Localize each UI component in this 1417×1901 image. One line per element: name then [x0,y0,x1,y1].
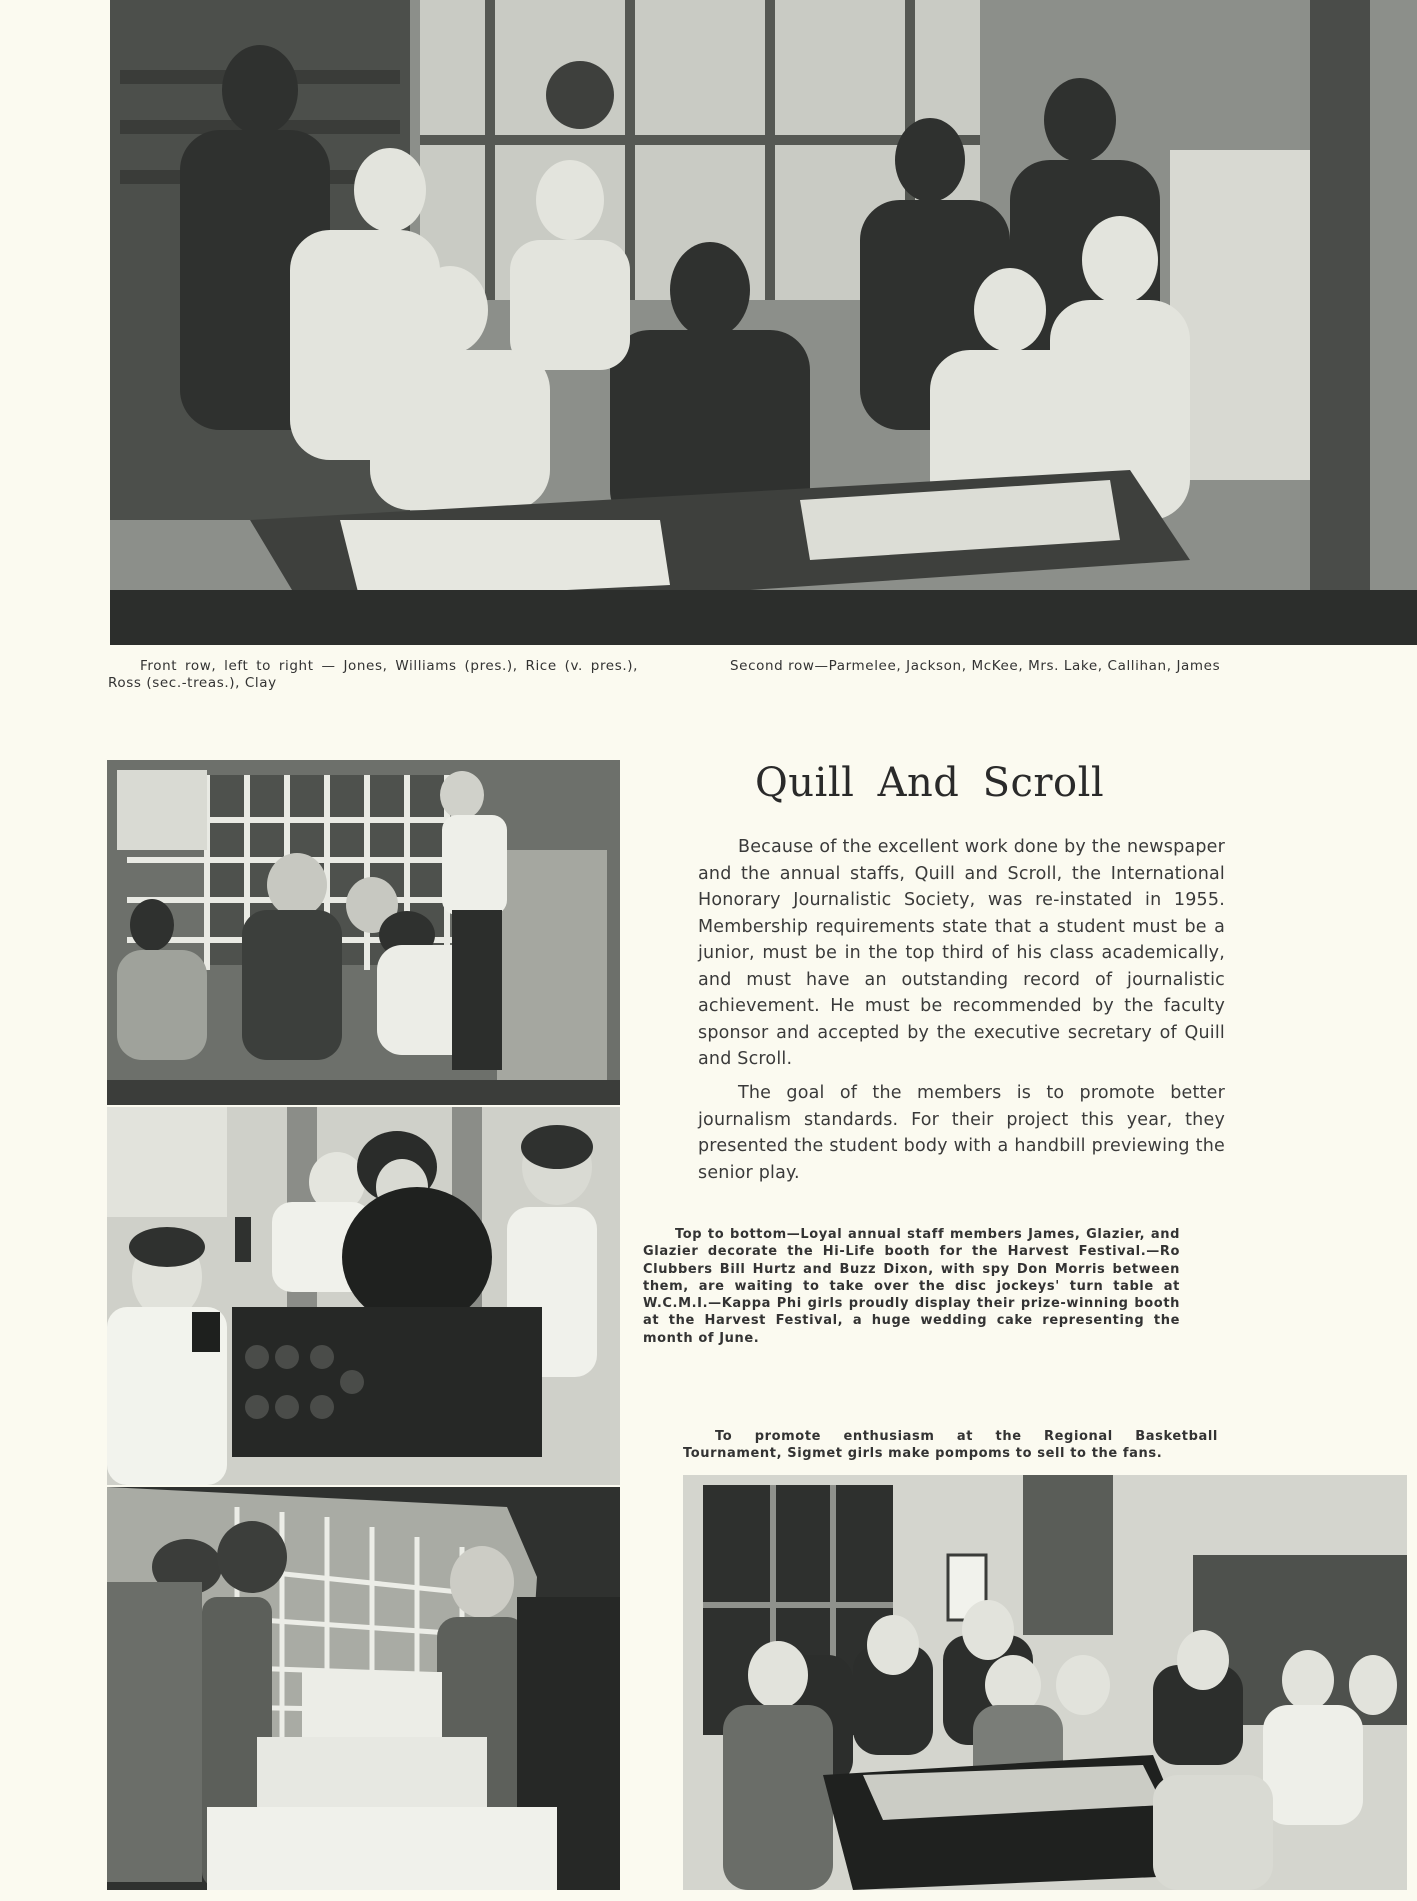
caption-second-row: Second row—Parmelee, Jackson, McKee, Mrs. Lake, Callihan, James [730,658,1221,674]
photo-hi-life-booth [107,760,620,1105]
photo-booth-illustration [107,760,620,1105]
caption-pompoms-photo: To promote enthusiasm at the Regional Basketball Tournament, Sigmet girls make pompoms to sell to the fans. [683,1429,1218,1462]
body-paragraph-1: Because of the excellent work done by the newspaper and the annual staffs, Quill and Scroll, the International Honorary Journalistic Society, was re-instated in 1955. Membership requirements state that a student must be a junior, must be in the top third of his class academically, and must have an outstanding record of journalistic achievement. He must be recommended by the faculty sponsor and accepted by the executive secretary of Quill and Scroll. [698,837,1225,1069]
caption-front-row: Front row, left to right — Jones, Williams (pres.), Rice (v. pres.), Ross (sec.-treas.), Clay [108,658,638,691]
photo-cake-illustration [107,1487,620,1890]
photo-sigmet-girls-pompoms [683,1475,1407,1890]
photo-staff-illustration [110,0,1417,645]
caption-left-column-photos: Top to bottom—Loyal annual staff members James, Glazier, and Glazier decorate the Hi-Life booth for the Harvest Festival.—Ro Clubbers Bill Hurtz and Buzz Dixon, with spy Don Morris between them, are waiting to take over the disc jockeys' turn table at W.C.M.I.—Kappa Phi girls proudly display their prize-winning booth at the Harvest Festival, a huge wedding cake representing the month of June. [643,1227,1180,1346]
photo-radio-illustration [107,1107,620,1485]
photo-kappa-phi-wedding-cake-booth [107,1487,620,1890]
body-paragraph-2: The goal of the members is to promote better journalism standards. For their project this year, they presented the student body with a handbill previewing the senior play. [698,1083,1225,1183]
photo-wcmi-radio-studio [107,1107,620,1485]
photo-quill-and-scroll-members [110,0,1417,645]
page-title: Quill And Scroll [755,760,1105,806]
photo-pompoms-illustration [683,1475,1407,1890]
